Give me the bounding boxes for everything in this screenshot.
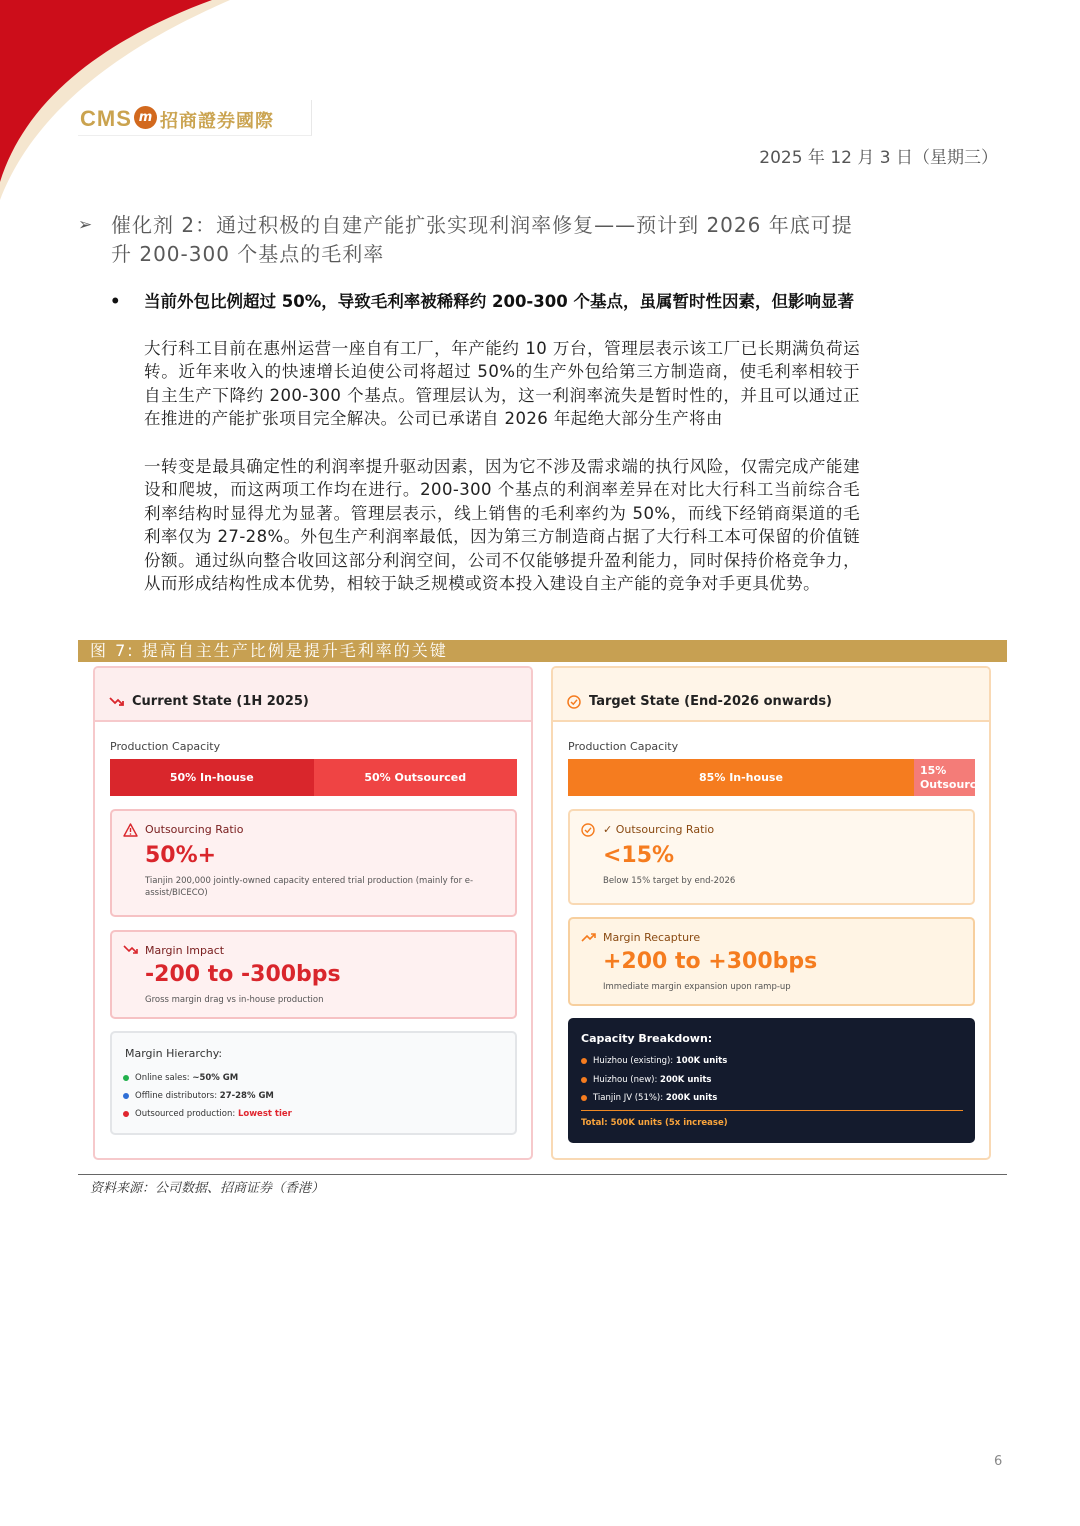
inhouse-segment	[568, 759, 914, 796]
outsourced-segment	[314, 759, 518, 796]
logo-text-cn: 招商證券國際	[160, 111, 274, 132]
breakdown-item	[581, 1056, 727, 1066]
hierarchy-item-outsourced	[123, 1109, 292, 1119]
trend-up-icon	[581, 931, 596, 943]
outsourcing-ratio-note: Below 15% target by end-2026	[603, 876, 736, 886]
logo-text-en: CMS	[80, 106, 132, 131]
section-heading	[78, 211, 868, 269]
red-dot-icon	[123, 1111, 129, 1117]
breakdown-total: Total: 500K units (5x increase)	[581, 1118, 728, 1128]
current-state-panel	[93, 666, 533, 1160]
margin-impact-note: Gross margin drag vs in-house production	[145, 995, 324, 1005]
outsourced-label-line2: Outsource	[919, 777, 984, 791]
margin-impact-value: -200 to -300bps	[145, 962, 341, 987]
capacity-bar-target	[568, 759, 984, 796]
paragraph-1: 大行科工目前在惠州运营一座自有工厂，年产能约 10 万台，管理层表示该工厂已长期满负荷运转。近年来收入的快速增长迫使公司将超过 50%的生产外包给第三方制造商，使毛利率相较于自主生产下降约 200-300 个基点。管理层认为，这一利润率流失是暂时性的，并且可以通过正在推进的产能扩张项目完全解决。公司已承诺自 2026 年起绝大部分生产将由	[144, 339, 860, 429]
margin-recapture-card	[568, 917, 975, 1006]
margin-hierarchy-card	[110, 1031, 517, 1135]
inhouse-segment	[110, 759, 314, 796]
target-state-title: Target State (End-2026 onwards)	[589, 694, 832, 709]
breakdown-value: 200K units	[665, 1093, 718, 1103]
orange-dot-icon	[581, 1058, 587, 1064]
outsourcing-ratio-title: Outsourcing Ratio	[145, 823, 244, 836]
capacity-breakdown-title: Capacity Breakdown:	[581, 1032, 713, 1045]
margin-impact-card	[110, 930, 517, 1019]
capacity-label: Production Capacity	[568, 740, 679, 753]
hierarchy-item-offline	[123, 1091, 274, 1101]
paragraph-2: 一转变是最具确定性的利润率提升驱动因素，因为它不涉及需求端的执行风险，仅需完成产能建设和爬坡，而这两项工作均在进行。200-300 个基点的利润率差异在对比大行科工当前综合毛利率结构时显得尤为显著。管理层表示，线上销售的毛利率约为 50%，而线下经销商渠道的毛利率仅为 27-28%。外包生产利润率最低，因为第三方制造商占据了大行科工本可保留的价值链份额。通过纵向整合收回这部分利润空间，公司不仅能够提升盈利能力，同时保持价格竞争力，从而形成结构性成本优势，相较于缺乏规模或资本投入建设自主产能的竞争对手更具优势。	[144, 457, 860, 594]
report-date: 2025 年 12 月 3 日（星期三）	[759, 148, 998, 168]
capacity-breakdown-card	[568, 1018, 975, 1143]
trend-down-icon	[109, 696, 124, 708]
current-state-title: Current State (1H 2025)	[132, 694, 309, 709]
logo-mark-icon: m	[134, 106, 157, 129]
outsourced-label-line1: 15%	[919, 763, 947, 777]
outsourcing-ratio-value: 50%+	[145, 843, 217, 868]
margin-impact-title: Margin Impact	[145, 944, 225, 957]
orange-dot-icon	[581, 1095, 587, 1101]
outsourcing-ratio-value: <15%	[603, 843, 675, 868]
breakdown-item	[581, 1093, 717, 1103]
hierarchy-label: Outsourced production:	[135, 1109, 238, 1119]
outsourcing-ratio-card	[568, 809, 975, 905]
capacity-bar-current	[110, 759, 517, 796]
source-divider	[78, 1174, 1007, 1175]
breakdown-label: Tianjin JV (51%):	[593, 1093, 666, 1103]
breakdown-item	[581, 1075, 711, 1085]
orange-dot-icon	[581, 1077, 587, 1083]
blue-dot-icon	[123, 1093, 129, 1099]
margin-recapture-value: +200 to +300bps	[603, 949, 818, 974]
warning-icon	[123, 823, 138, 837]
current-state-header	[95, 668, 531, 722]
margin-recapture-title: Margin Recapture	[603, 931, 701, 944]
outsourcing-ratio-card	[110, 809, 517, 917]
target-state-panel	[551, 666, 991, 1160]
page-number: 6	[994, 1454, 1003, 1469]
breakdown-divider	[581, 1110, 963, 1111]
outsourced-segment	[914, 759, 984, 796]
margin-recapture-note: Immediate margin expansion upon ramp-up	[603, 982, 791, 992]
breakdown-label: Huizhou (existing):	[593, 1056, 676, 1066]
company-logo	[78, 100, 312, 136]
hierarchy-value: 27-28% GM	[219, 1091, 274, 1101]
hierarchy-label: Online sales:	[135, 1073, 193, 1083]
hierarchy-item-online	[123, 1073, 238, 1083]
margin-hierarchy-title: Margin Hierarchy:	[125, 1047, 223, 1060]
outsourcing-ratio-title: ✓ Outsourcing Ratio	[603, 823, 715, 836]
target-state-header	[553, 668, 989, 722]
green-dot-icon	[123, 1075, 129, 1081]
figure-title: 图 7: 提高自主生产比例是提升毛利率的关键	[78, 640, 1007, 662]
breakdown-value: 200K units	[660, 1075, 712, 1085]
check-circle-icon	[567, 695, 581, 709]
trend-down-icon	[123, 944, 138, 956]
outsourcing-ratio-note: Tianjin 200,000 jointly-owned capacity entered trial production (mainly for e-assist/BICECO)	[145, 876, 474, 898]
check-circle-icon	[581, 823, 595, 837]
breakdown-label: Huizhou (new):	[593, 1075, 661, 1085]
hierarchy-value: Lowest tier	[237, 1109, 292, 1119]
bullet-heading	[110, 290, 870, 313]
breakdown-value: 100K units	[675, 1056, 728, 1066]
capacity-label: Production Capacity	[110, 740, 221, 753]
bullet-dot-icon: •	[110, 292, 121, 311]
section-heading-text: 催化剂 2：通过积极的自建产能扩张实现利润率修复——预计到 2026 年底可提升 200-300 个基点的毛利率	[111, 213, 853, 266]
outsourced-label: 50% Outsourced	[364, 771, 467, 784]
source-note: 资料来源：公司数据、招商证券（香港）	[90, 1181, 325, 1196]
hierarchy-value: ~50% GM	[192, 1073, 239, 1083]
inhouse-label: 85% In-house	[699, 771, 783, 784]
bullet-heading-text: 当前外包比例超过 50%，导致毛利率被稀释约 200-300 个基点，虽属暂时性因素，但影响显著	[144, 292, 854, 311]
arrow-bullet-icon: ➢	[78, 215, 94, 235]
inhouse-label: 50% In-house	[169, 771, 254, 784]
hierarchy-label: Offline distributors:	[135, 1091, 220, 1101]
